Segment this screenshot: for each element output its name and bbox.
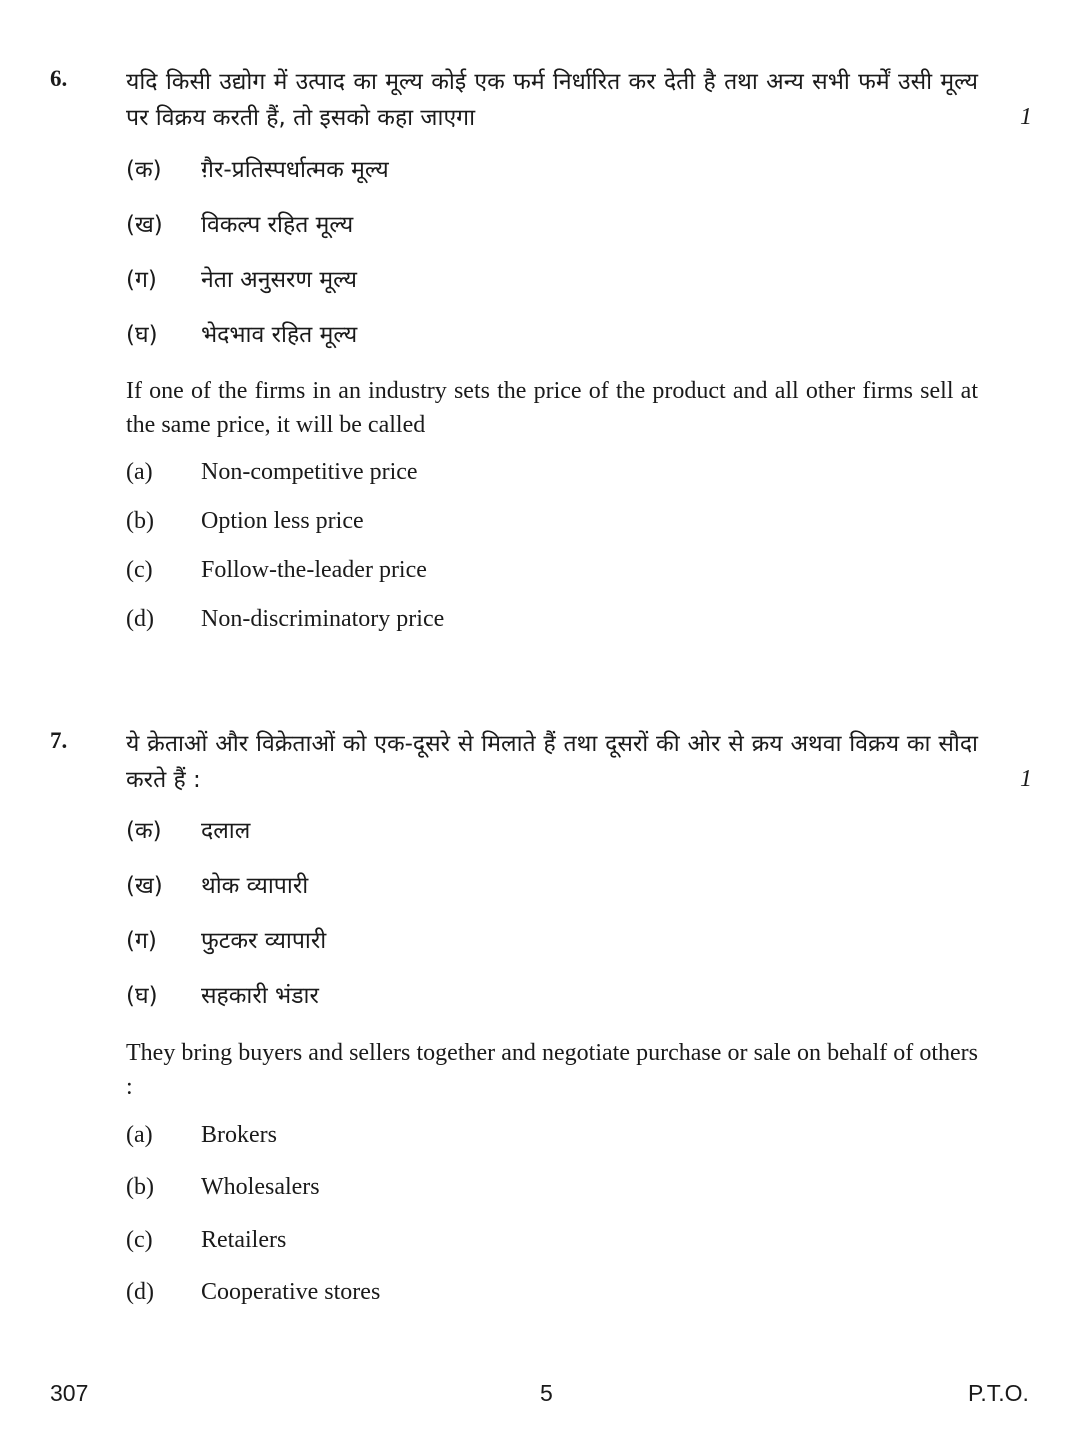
option-label: (a) (126, 1122, 153, 1148)
option-label: (घ) (126, 983, 158, 1009)
option-text: सहकारी भंडार (201, 983, 319, 1009)
option-text: Non-competitive price (201, 459, 418, 485)
option-label: (ग) (126, 928, 157, 954)
option-label: (ख) (126, 873, 163, 899)
option-label: (ग) (126, 267, 157, 293)
option-label: (c) (126, 557, 153, 583)
option-text: Option less price (201, 508, 364, 534)
option-label: (d) (126, 1279, 154, 1305)
option-label: (घ) (126, 322, 158, 348)
please-turn-over: P.T.O. (968, 1380, 1029, 1406)
question-text-english: If one of the firms in an industry sets the price of the product and all other firms sell at the same price, it will be called (126, 378, 978, 438)
question-text-hindi: यदि किसी उद्योग में उत्पाद का मूल्य कोई एक फर्म निर्धारित कर देती है तथा अन्य सभी फर्में उसी मूल्य पर विक्रय करती हैं, तो इसको कहा जाएगा (126, 69, 978, 131)
question-number: 6. (50, 66, 68, 91)
option-text: दलाल (201, 818, 251, 844)
option-label: (क) (126, 818, 162, 844)
option-label: (ख) (126, 212, 163, 238)
option-text: Follow-the-leader price (201, 557, 427, 583)
option-label: (क) (126, 157, 162, 183)
option-label: (d) (126, 606, 154, 632)
option-label: (c) (126, 1227, 153, 1253)
option-text: फुटकर व्यापारी (201, 928, 327, 954)
option-text: Wholesalers (201, 1174, 320, 1200)
option-text: Non-discriminatory price (201, 606, 445, 632)
option-text: Cooperative stores (201, 1279, 381, 1305)
option-text: ग़ैर-प्रतिस्पर्धात्मक मूल्य (201, 157, 389, 183)
option-text: भेदभाव रहित मूल्य (201, 322, 358, 348)
option-text: Brokers (201, 1122, 277, 1148)
option-text: विकल्प रहित मूल्य (201, 212, 354, 238)
question-text-english: They bring buyers and sellers together and negotiate purchase or sale on behalf of others : (126, 1040, 978, 1100)
subject-code: 307 (50, 1380, 89, 1406)
question-marks: 1 (1020, 766, 1032, 792)
option-label: (b) (126, 508, 154, 534)
option-text: Retailers (201, 1227, 287, 1253)
question-text-hindi: ये क्रेताओं और विक्रेताओं को एक-दूसरे से मिलाते हैं तथा दूसरों की ओर से क्रय अथवा विक्रय का सौदा करते हैं : (126, 731, 978, 793)
option-text: थोक व्यापारी (201, 873, 309, 899)
page-number: 5 (540, 1380, 553, 1406)
question-number: 7. (50, 728, 68, 753)
question-marks: 1 (1020, 104, 1032, 130)
option-label: (a) (126, 459, 153, 485)
option-text: नेता अनुसरण मूल्य (201, 267, 357, 293)
option-label: (b) (126, 1174, 154, 1200)
